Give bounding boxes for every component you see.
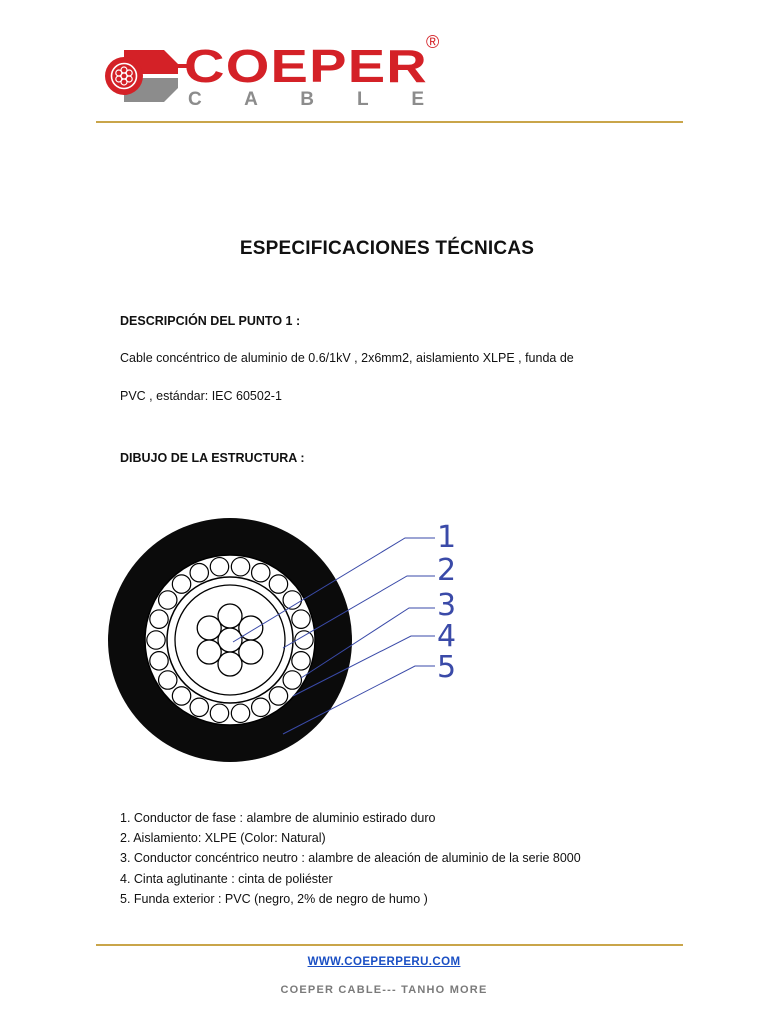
neutral-wire	[210, 704, 228, 722]
component-item-4: 4. Cinta aglutinante : cinta de poliéster	[120, 871, 333, 886]
neutral-wire	[159, 671, 177, 689]
neutral-wire	[292, 652, 310, 670]
brand-sub: C A B L E	[188, 89, 424, 110]
coeper-logo	[104, 28, 454, 114]
callout-2: 2	[437, 553, 457, 588]
neutral-wire	[231, 558, 249, 576]
footer-rule	[96, 944, 683, 946]
description-line-2: PVC , estándar: IEC 60502-1	[120, 389, 282, 403]
description-heading: DESCRIPCIÓN DEL PUNTO 1 :	[120, 314, 301, 328]
page-title: ESPECIFICACIONES TÉCNICAS	[239, 238, 535, 259]
cable-cross-section-diagram	[105, 512, 475, 772]
neutral-wire	[147, 631, 165, 649]
neutral-wire	[150, 610, 168, 628]
neutral-wire	[172, 687, 190, 705]
footer-company-line: COEPER CABLE--- TANHO MORE	[280, 984, 488, 996]
component-item-1: 1. Conductor de fase : alambre de aluminio estirado duro	[120, 811, 436, 825]
neutral-wire	[231, 704, 249, 722]
component-item-5: 5. Funda exterior : PVC (negro, 2% de negro de humo )	[120, 891, 428, 906]
neutral-wire	[150, 652, 168, 670]
neutral-wire	[292, 610, 310, 628]
neutral-wire	[269, 575, 287, 593]
website-link[interactable]: WWW.COEPERPERU.COM	[307, 956, 461, 968]
callout-1: 1	[437, 520, 457, 555]
callout-4: 4	[437, 619, 457, 654]
description-line-1: Cable concéntrico de aluminio de 0.6/1kV , 2x6mm2, aislamiento XLPE , funda de	[120, 351, 574, 365]
neutral-wire	[283, 671, 301, 689]
neutral-wire	[190, 698, 208, 716]
component-list	[120, 808, 581, 909]
registered-mark: ®	[426, 32, 440, 52]
brand-name: COEPER	[184, 40, 428, 92]
neutral-wire	[210, 558, 228, 576]
neutral-wire	[190, 563, 208, 581]
neutral-wire	[172, 575, 190, 593]
component-item-3: 3. Conductor concéntrico neutro : alambre de aleación de aluminio de la serie 8000	[120, 851, 581, 866]
component-item-2: 2. Aislamiento: XLPE (Color: Natural)	[120, 831, 326, 846]
neutral-wire	[252, 698, 270, 716]
structure-heading: DIBUJO DE LA ESTRUCTURA :	[120, 451, 305, 465]
neutral-wire	[159, 591, 177, 609]
neutral-wire	[269, 687, 287, 705]
callout-3: 3	[437, 588, 457, 623]
callout-5: 5	[437, 650, 457, 685]
header-rule	[96, 121, 683, 123]
neutral-wire	[252, 563, 270, 581]
